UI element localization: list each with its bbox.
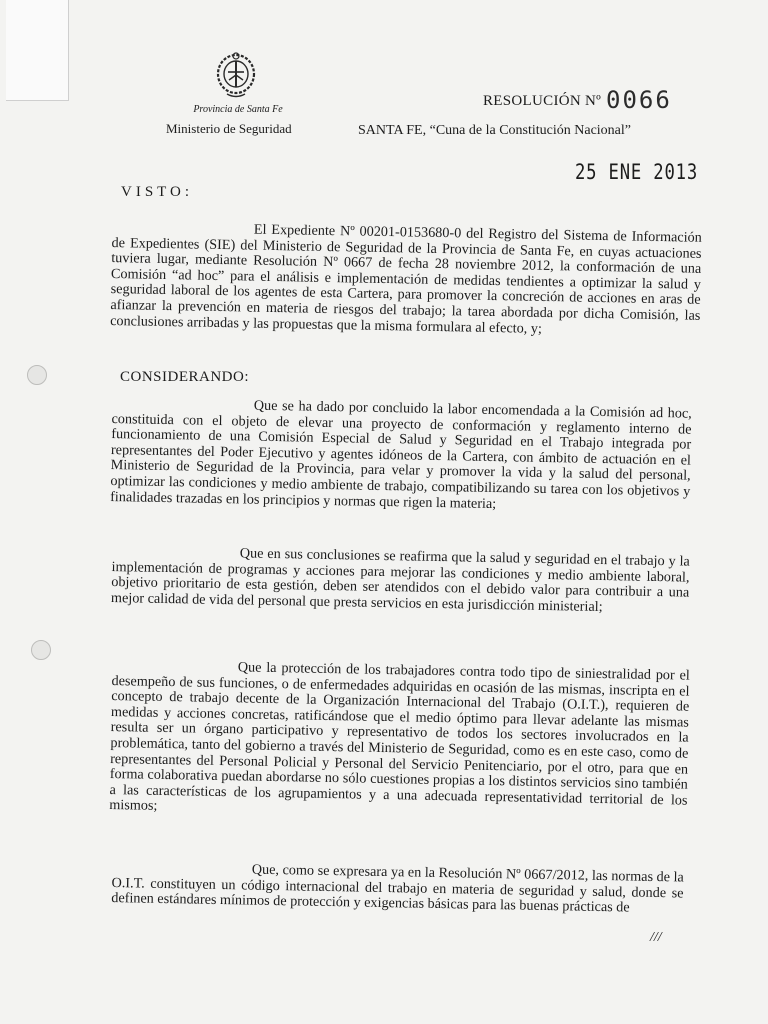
- considerando-heading: CONSIDERANDO:: [120, 369, 250, 385]
- ministry-name: Ministerio de Seguridad: [166, 121, 292, 136]
- city-line: SANTA FE, “Cuna de la Constitución Nacional”: [358, 123, 631, 138]
- continuation-mark: ///: [650, 930, 662, 945]
- coat-of-arms-icon: [213, 50, 259, 100]
- punch-hole: [31, 640, 51, 660]
- considerando-paragraph: Que, como se expresara ya en la Resolución Nº 0667/2012, las normas de la O.I.T. constituyen un código internacional del trabajo en materia de seguridad y salud, donde se definen estándares mínimos de protección y exigencias básicas para las buenas prácticas de: [111, 861, 684, 916]
- considerando-paragraph: Que en sus conclusiones se reafirma que la salud y seguridad en el trabajo y la implementación de programas y acciones para mejorar las condiciones y medio ambiente laboral, objetivo prioritario de esta gestión, deben ser atendidos con el debido valor para contribuir a una mejor calidad de vida del personal que presta servicios en esta jurisdicción ministerial;: [110, 545, 690, 615]
- visto-paragraph: El Expediente Nº 00201-0153680-0 del Registro del Sistema de Información de Expedientes (SIE) del Ministerio de Seguridad de la Provincia de Santa Fe, en cuyas actuaciones tuviera lugar, mediante Resolución Nº 0667 de fecha 28 noviembre 2012, la conformación de una Comisión “ad hoc” para el análisis e implementación de medidas tendientes a optimizar la salud y seguridad laboral de los agentes de esta Cartera, para promover la concreción de acciones en aras de afianzar la prevención en materia de riesgos del trabajo; la tarea abordada por dicha Comisión, las conclusiones arribadas y las propuestas que la misma formulara al efecto, y;: [110, 221, 702, 337]
- province-name: Provincia de Santa Fe: [193, 104, 283, 115]
- resolution-label: RESOLUCIÓN Nº: [483, 93, 602, 109]
- considerando-paragraph: Que se ha dado por concluido la labor encomendada a la Comisión ad hoc, constituida con el objeto de elevar una proyecto de conformación y reglamento interno de funcionamiento de una Comisión Especial de Salud y Seguridad en el Trabajo integrada por representantes del Poder Ejecutivo y agentes idóneos de la Cartera, con ámbito de actuación en el Ministerio de Seguridad de la Provincia, para velar y promover la vida y la salud del personal, optimizar las condiciones y medio ambiente de trabajo, compatibilizando su tarea con los objetivos y finalidades trazadas en los principios y normas que rigen la materia;: [110, 397, 692, 512]
- resolution-number: 0066: [606, 86, 672, 114]
- paper-tab: [6, 0, 69, 101]
- visto-heading: VISTO:: [121, 184, 194, 200]
- date-stamp: 25 ENE 2013: [575, 160, 699, 184]
- considerando-paragraph: Que la protección de los trabajadores contra todo tipo de siniestralidad por el desempeño de sus funciones, o de enfermedades adquiridas en ocasión de las mismas, inscripta en el concepto de trabajo decente de la Organización Internacional del Trabajo (O.I.T.), requieren de medidas y acciones concretas, ratificándose que el medio óptimo para llevar adelante las mismas resulta ser un órgano participativo y representativo de todos los sectores involucrados en la problemática, tanto del gobierno a través del Ministerio de Seguridad, como es en este caso, como de representantes del Personal Policial y Personal del Servicio Penitenciario, por el otro, para que en forma colaborativa puedan abordarse no sólo cuestiones propias a los distintos servicios sino también a las características de los agrupamientos y a una adecuada representatividad territorial de los mismos;: [109, 659, 690, 815]
- punch-hole: [27, 365, 47, 385]
